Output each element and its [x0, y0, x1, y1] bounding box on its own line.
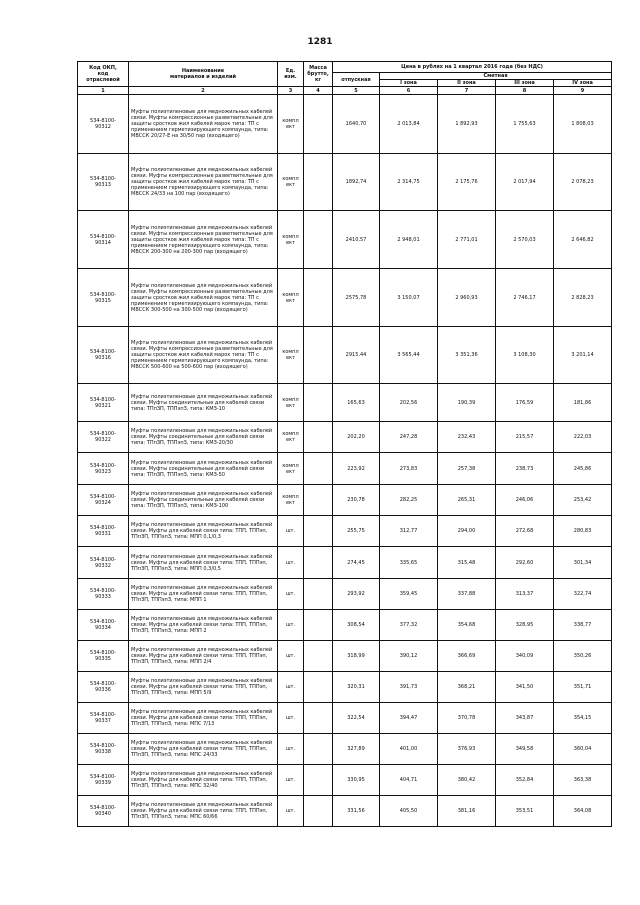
row-price-zone-2: 370,78	[438, 703, 496, 734]
row-price-zone-3: 2 017,94	[496, 154, 554, 211]
table-row	[78, 269, 612, 327]
table-row	[78, 547, 612, 579]
header-release: отпускная	[333, 73, 380, 87]
row-price-zone-4: 360,04	[554, 734, 612, 765]
price-table	[77, 61, 612, 827]
row-name: Муфты полиэтиленовые для медножильных кабелей связи. Муфты компрессионные разветвительные для защиты сростков жил кабелей марок типа: ТП с применением герметизирующего компаунда, типа: МВССК 500-600 на 500-600 пар (входящего)	[129, 327, 278, 384]
row-price-zone-1: 401,00	[380, 734, 438, 765]
column-number: 8	[496, 87, 554, 95]
row-price-zone-1: 405,50	[380, 796, 438, 827]
row-price-zone-4: 222,03	[554, 422, 612, 453]
row-code: 534-8100- 90314	[78, 211, 129, 269]
row-name: Муфты полиэтиленовые для медножильных кабелей связи. Муфты соединительные для кабелей связи типа: ТПпЗП, ТППэпЗ, типа: КМЗ-50	[129, 453, 278, 485]
row-price-zone-2: 366,69	[438, 641, 496, 672]
row-code: 534-8100- 90334	[78, 610, 129, 641]
row-name: Муфты полиэтиленовые для медножильных кабелей связи. Муфты компрессионные разветвительные для защиты сростков жил кабелей марок типа: ТП с применением герметизирующего компаунда, типа: МВССК 300-500 на 300-500 пар (входящего)	[129, 269, 278, 327]
row-name: Муфты полиэтиленовые для медножильных кабелей связи. Муфты для кабелей связи типа: ТПП, ТППэп, ТПпЗП, ТППэпЗ, типа: МПС 7/13	[129, 703, 278, 734]
row-price-zone-1: 312,77	[380, 516, 438, 547]
table-row	[78, 796, 612, 827]
row-price-zone-2: 376,93	[438, 734, 496, 765]
row-price-zone-2: 257,38	[438, 453, 496, 485]
row-price-zone-4: 253,42	[554, 485, 612, 516]
header-zone-3: III зона	[496, 80, 554, 87]
table-row	[78, 734, 612, 765]
row-code: 534-8100- 90322	[78, 422, 129, 453]
page-number: 1281	[307, 37, 333, 47]
row-price-zone-2: 2 771,01	[438, 211, 496, 269]
row-name: Муфты полиэтиленовые для медножильных кабелей связи. Муфты соединительные для кабелей связи типа: ТПпЗП, ТППэпЗ, типа: КМЗ-20/30	[129, 422, 278, 453]
row-code: 534-8100- 90332	[78, 547, 129, 579]
row-unit: компл ект	[278, 154, 304, 211]
row-price-zone-1: 2 013,84	[380, 95, 438, 154]
table-row	[78, 453, 612, 485]
row-code: 534-8100- 90312	[78, 95, 129, 154]
row-name: Муфты полиэтиленовые для медножильных кабелей связи. Муфты для кабелей связи типа: ТПП, ТППэп, ТПпЗП, ТППэпЗ, типа: МПП 0,1/0,3	[129, 516, 278, 547]
row-price-zone-3: 340,09	[496, 641, 554, 672]
row-release-price: 322,54	[333, 703, 380, 734]
row-price-zone-2: 380,42	[438, 765, 496, 796]
row-code: 534-8100- 90324	[78, 485, 129, 516]
row-unit: шт.	[278, 547, 304, 579]
row-unit: шт.	[278, 641, 304, 672]
row-release-price: 318,99	[333, 641, 380, 672]
row-release-price: 1640,70	[333, 95, 380, 154]
row-name: Муфты полиэтиленовые для медножильных кабелей связи. Муфты для кабелей связи типа: ТПП, ТППэп, ТПпЗП, ТППэпЗ, типа: МПС 24/33	[129, 734, 278, 765]
row-price-zone-1: 273,83	[380, 453, 438, 485]
row-release-price: 320,31	[333, 672, 380, 703]
row-code: 534-8100- 90336	[78, 672, 129, 703]
row-release-price: 327,89	[333, 734, 380, 765]
row-price-zone-4: 351,71	[554, 672, 612, 703]
row-mass	[304, 734, 333, 765]
table-row	[78, 579, 612, 610]
row-price-zone-4: 350,26	[554, 641, 612, 672]
header-price-group: Цена в рублях на 1 квартал 2016 года (без НДС)	[333, 62, 612, 73]
header-mass: Масса брутто, кг	[304, 62, 333, 87]
row-mass	[304, 269, 333, 327]
column-number: 5	[333, 87, 380, 95]
row-code: 534-8100- 90331	[78, 516, 129, 547]
row-unit: шт.	[278, 672, 304, 703]
table-row	[78, 610, 612, 641]
row-mass	[304, 485, 333, 516]
row-price-zone-1: 3 565,44	[380, 327, 438, 384]
row-name: Муфты полиэтиленовые для медножильных кабелей связи. Муфты для кабелей связи типа: ТПП, ТППэп, ТПпЗП, ТППэпЗ, типа: МПП 2/4	[129, 641, 278, 672]
row-name: Муфты полиэтиленовые для медножильных кабелей связи. Муфты для кабелей связи типа: ТПП, ТППэп, ТПпЗП, ТППэпЗ, типа: МПС 60/66	[129, 796, 278, 827]
row-release-price: 2915,44	[333, 327, 380, 384]
row-price-zone-1: 391,73	[380, 672, 438, 703]
row-release-price: 255,75	[333, 516, 380, 547]
row-mass	[304, 796, 333, 827]
table-row	[78, 384, 612, 422]
row-price-zone-4: 245,86	[554, 453, 612, 485]
row-price-zone-1: 390,12	[380, 641, 438, 672]
row-price-zone-4: 181,86	[554, 384, 612, 422]
row-price-zone-3: 176,59	[496, 384, 554, 422]
row-unit: шт.	[278, 765, 304, 796]
column-number: 9	[554, 87, 612, 95]
row-price-zone-1: 247,28	[380, 422, 438, 453]
row-price-zone-3: 349,58	[496, 734, 554, 765]
row-mass	[304, 672, 333, 703]
row-price-zone-2: 2 175,76	[438, 154, 496, 211]
row-price-zone-1: 2 314,75	[380, 154, 438, 211]
row-price-zone-1: 404,71	[380, 765, 438, 796]
row-name: Муфты полиэтиленовые для медножильных кабелей связи. Муфты соединительные для кабелей связи типа: ТПпЗП, ТППэпЗ, типа: КМЗ-100	[129, 485, 278, 516]
row-mass	[304, 641, 333, 672]
table-row	[78, 485, 612, 516]
row-price-zone-2: 337,88	[438, 579, 496, 610]
row-price-zone-3: 343,87	[496, 703, 554, 734]
table-row	[78, 672, 612, 703]
row-code: 534-8100- 90315	[78, 269, 129, 327]
row-unit: шт.	[278, 796, 304, 827]
row-code: 534-8100- 90316	[78, 327, 129, 384]
row-price-zone-2: 232,43	[438, 422, 496, 453]
row-mass	[304, 703, 333, 734]
row-price-zone-3: 2 570,03	[496, 211, 554, 269]
row-unit: компл ект	[278, 384, 304, 422]
row-mass	[304, 453, 333, 485]
row-price-zone-4: 363,38	[554, 765, 612, 796]
row-mass	[304, 547, 333, 579]
row-unit: компл ект	[278, 327, 304, 384]
row-price-zone-1: 202,56	[380, 384, 438, 422]
column-number: 4	[304, 87, 333, 95]
row-code: 534-8100- 90339	[78, 765, 129, 796]
row-price-zone-4: 338,77	[554, 610, 612, 641]
table-row	[78, 641, 612, 672]
row-release-price: 293,92	[333, 579, 380, 610]
row-mass	[304, 516, 333, 547]
row-price-zone-3: 238,73	[496, 453, 554, 485]
row-release-price: 202,20	[333, 422, 380, 453]
row-unit: компл ект	[278, 485, 304, 516]
row-code: 534-8100- 90323	[78, 453, 129, 485]
row-price-zone-2: 315,48	[438, 547, 496, 579]
row-release-price: 2575,78	[333, 269, 380, 327]
row-mass	[304, 327, 333, 384]
row-price-zone-3: 215,57	[496, 422, 554, 453]
header-estimate: Сметная	[380, 73, 612, 80]
row-mass	[304, 422, 333, 453]
row-unit: компл ект	[278, 269, 304, 327]
row-price-zone-2: 1 892,93	[438, 95, 496, 154]
row-price-zone-4: 2 828,23	[554, 269, 612, 327]
column-number: 1	[78, 87, 129, 95]
row-price-zone-3: 272,68	[496, 516, 554, 547]
row-mass	[304, 154, 333, 211]
header-unit: Ед. изм.	[278, 62, 304, 87]
row-price-zone-2: 265,31	[438, 485, 496, 516]
row-unit: компл ект	[278, 211, 304, 269]
row-name: Муфты полиэтиленовые для медножильных кабелей связи. Муфты для кабелей связи типа: ТПП, ТППэп, ТПпЗП, ТППэпЗ, типа: МПП 2	[129, 610, 278, 641]
row-price-zone-3: 3 108,30	[496, 327, 554, 384]
row-unit: компл ект	[278, 95, 304, 154]
column-number: 6	[380, 87, 438, 95]
table-row	[78, 95, 612, 154]
row-mass	[304, 610, 333, 641]
row-name: Муфты полиэтиленовые для медножильных кабелей связи. Муфты для кабелей связи типа: ТПП, ТППэп, ТПпЗП, ТППэпЗ, типа: МПП 1	[129, 579, 278, 610]
row-price-zone-4: 2 078,23	[554, 154, 612, 211]
row-code: 534-8100- 90338	[78, 734, 129, 765]
row-price-zone-1: 359,45	[380, 579, 438, 610]
row-price-zone-1: 3 150,07	[380, 269, 438, 327]
header-code: Код ОКП, код отраслевой	[78, 62, 129, 87]
row-name: Муфты полиэтиленовые для медножильных кабелей связи. Муфты компрессионные разветвительные для защиты сростков жил кабелей марок типа: ТП с применением герметизирующего компаунда, типа: МВССК 200-300 на 200-300 пар (входящего)	[129, 211, 278, 269]
row-release-price: 274,45	[333, 547, 380, 579]
row-release-price: 2410,57	[333, 211, 380, 269]
column-number: 2	[129, 87, 278, 95]
table-row	[78, 154, 612, 211]
row-price-zone-1: 377,32	[380, 610, 438, 641]
row-price-zone-3: 1 755,63	[496, 95, 554, 154]
row-name: Муфты полиэтиленовые для медножильных кабелей связи. Муфты компрессионные разветвительные для защиты сростков жил кабелей марок типа: ТП с применением герметизирующего компаунда, типа: МВССК 20/27-Е на 30/50 пар (входящего)	[129, 95, 278, 154]
row-price-zone-4: 354,15	[554, 703, 612, 734]
row-unit: компл ект	[278, 453, 304, 485]
row-price-zone-4: 364,08	[554, 796, 612, 827]
row-mass	[304, 211, 333, 269]
row-price-zone-2: 294,00	[438, 516, 496, 547]
row-price-zone-1: 394,47	[380, 703, 438, 734]
row-price-zone-3: 292,60	[496, 547, 554, 579]
row-release-price: 230,78	[333, 485, 380, 516]
row-code: 534-8100- 90340	[78, 796, 129, 827]
row-name: Муфты полиэтиленовые для медножильных кабелей связи. Муфты соединительные для кабелей связи типа: ТПпЗП, ТППэпЗ, типа: КМЗ-10	[129, 384, 278, 422]
header-zone-4: IV зона	[554, 80, 612, 87]
row-code: 534-8100- 90333	[78, 579, 129, 610]
header-zone-2: II зона	[438, 80, 496, 87]
row-price-zone-4: 3 201,14	[554, 327, 612, 384]
row-price-zone-3: 341,50	[496, 672, 554, 703]
row-release-price: 330,95	[333, 765, 380, 796]
row-release-price: 223,92	[333, 453, 380, 485]
row-price-zone-4: 1 808,03	[554, 95, 612, 154]
row-unit: шт.	[278, 516, 304, 547]
row-price-zone-3: 246,06	[496, 485, 554, 516]
column-number: 3	[278, 87, 304, 95]
row-price-zone-1: 282,25	[380, 485, 438, 516]
row-price-zone-3: 313,37	[496, 579, 554, 610]
row-mass	[304, 384, 333, 422]
table-row	[78, 703, 612, 734]
row-mass	[304, 579, 333, 610]
row-price-zone-2: 354,68	[438, 610, 496, 641]
row-price-zone-4: 280,83	[554, 516, 612, 547]
table-row	[78, 422, 612, 453]
row-code: 534-8100- 90335	[78, 641, 129, 672]
row-release-price: 308,54	[333, 610, 380, 641]
row-mass	[304, 95, 333, 154]
row-unit: шт.	[278, 610, 304, 641]
row-price-zone-2: 2 960,93	[438, 269, 496, 327]
row-price-zone-3: 353,51	[496, 796, 554, 827]
row-code: 534-8100- 90337	[78, 703, 129, 734]
row-price-zone-2: 3 351,36	[438, 327, 496, 384]
row-unit: шт.	[278, 734, 304, 765]
row-price-zone-4: 301,34	[554, 547, 612, 579]
column-number: 7	[438, 87, 496, 95]
row-release-price: 331,56	[333, 796, 380, 827]
row-mass	[304, 765, 333, 796]
row-unit: компл ект	[278, 422, 304, 453]
table-row	[78, 765, 612, 796]
row-name: Муфты полиэтиленовые для медножильных кабелей связи. Муфты для кабелей связи типа: ТПП, ТППэп, ТПпЗП, ТППэпЗ, типа: МПП 0,3/0,5	[129, 547, 278, 579]
row-name: Муфты полиэтиленовые для медножильных кабелей связи. Муфты компрессионные разветвительные для защиты сростков жил кабелей марок типа: ТП с применением герметизирующего компаунда, типа: МВССК 24/33 на 100 пар (входящего)	[129, 154, 278, 211]
row-unit: шт.	[278, 579, 304, 610]
row-price-zone-4: 2 646,82	[554, 211, 612, 269]
row-price-zone-2: 368,21	[438, 672, 496, 703]
row-price-zone-2: 190,39	[438, 384, 496, 422]
row-code: 534-8100- 90321	[78, 384, 129, 422]
table-row	[78, 327, 612, 384]
table-row	[78, 516, 612, 547]
row-release-price: 165,63	[333, 384, 380, 422]
row-code: 534-8100- 90313	[78, 154, 129, 211]
table-body	[78, 95, 612, 827]
row-price-zone-3: 352,84	[496, 765, 554, 796]
row-name: Муфты полиэтиленовые для медножильных кабелей связи. Муфты для кабелей связи типа: ТПП, ТППэп, ТПпЗП, ТППэпЗ, типа: МПС 32/40	[129, 765, 278, 796]
table-row	[78, 211, 612, 269]
row-price-zone-3: 328,95	[496, 610, 554, 641]
row-price-zone-1: 335,65	[380, 547, 438, 579]
row-unit: шт.	[278, 703, 304, 734]
column-numbers-row	[78, 87, 612, 95]
header-zone-1: I зона	[380, 80, 438, 87]
header-name: Наименование материалов и изделий	[129, 62, 278, 87]
row-price-zone-4: 322,74	[554, 579, 612, 610]
row-name: Муфты полиэтиленовые для медножильных кабелей связи. Муфты для кабелей связи типа: ТПП, ТППэп, ТПпЗП, ТППэпЗ, типа: МПП 5/9	[129, 672, 278, 703]
row-price-zone-3: 2 746,17	[496, 269, 554, 327]
row-price-zone-1: 2 948,01	[380, 211, 438, 269]
row-price-zone-2: 381,16	[438, 796, 496, 827]
row-release-price: 1892,74	[333, 154, 380, 211]
